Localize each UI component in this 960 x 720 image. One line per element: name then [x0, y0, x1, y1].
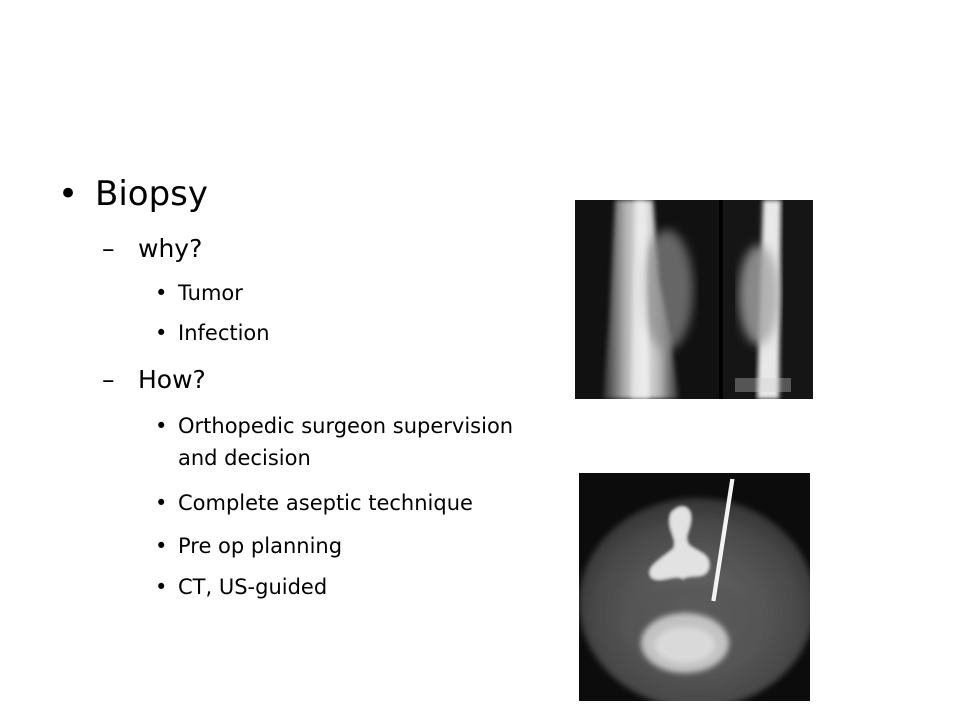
list-item-label: CT, US-guided	[178, 575, 328, 599]
list-item-label: Orthopedic surgeon supervision and decision	[178, 414, 514, 470]
bullet-dot-icon: •	[155, 575, 168, 599]
list-item-label: Complete aseptic technique	[178, 491, 473, 515]
ct-guided-biopsy-image	[579, 473, 810, 701]
xray-image	[575, 200, 813, 399]
bullet-dot-icon: •	[155, 281, 168, 305]
bullet-dot-icon: •	[58, 174, 79, 214]
list-item-label: Pre op planning	[178, 534, 343, 558]
list-item-label: Tumor	[178, 281, 243, 305]
bullet-dot-icon: •	[155, 414, 168, 438]
dash-icon: –	[102, 234, 115, 263]
bullet-dot-icon: •	[155, 534, 168, 558]
list-item-label: Infection	[178, 321, 270, 345]
sub-bullet-why-label: why?	[138, 234, 203, 263]
bullet-biopsy-label: Biopsy	[95, 174, 208, 214]
bullet-dot-icon: •	[155, 321, 168, 345]
sub-bullet-how-label: How?	[138, 365, 206, 394]
bullet-dot-icon: •	[155, 491, 168, 515]
dash-icon: –	[102, 365, 115, 394]
